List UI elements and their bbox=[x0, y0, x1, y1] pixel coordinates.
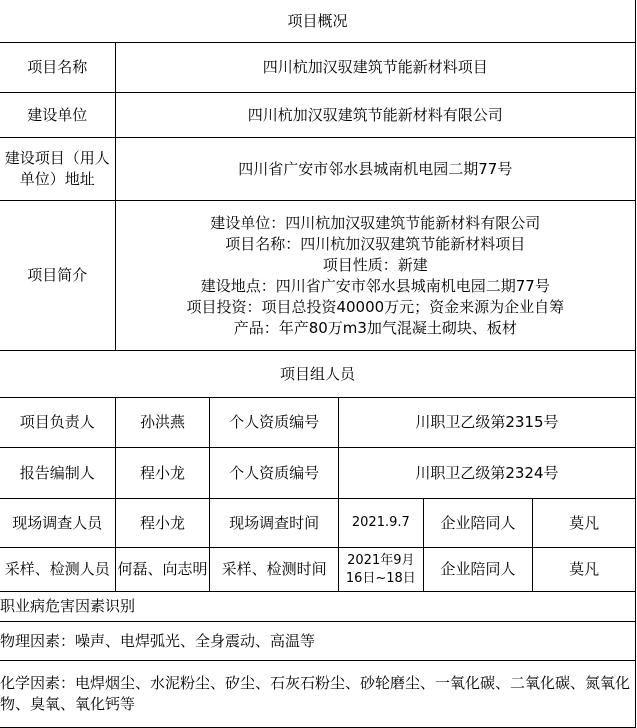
qualification-number: 川职卫乙级第2315号 bbox=[338, 398, 635, 448]
physical-factors: 物理因素：噪声、电焊弧光、全身震动、高温等 bbox=[0, 622, 636, 661]
survey-name: 程小龙 bbox=[115, 499, 210, 548]
companion-value: 莫凡 bbox=[533, 548, 636, 592]
overview-title: 项目概况 bbox=[0, 0, 636, 43]
staff-title: 项目组人员 bbox=[0, 351, 636, 398]
staff-role: 报告编制人 bbox=[0, 448, 115, 499]
project-address-value: 四川省广安市邻水县城南机电园二期77号 bbox=[115, 138, 635, 201]
hazard-title: 职业病危害因素识别 bbox=[0, 592, 636, 622]
companion-value: 莫凡 bbox=[533, 499, 636, 548]
sampling-role: 采样、检测人员 bbox=[0, 548, 115, 592]
intro-line: 项目名称：四川杭加汉驭建筑节能新材料项目 bbox=[225, 234, 526, 253]
sampling-time-label: 采样、检测时间 bbox=[210, 548, 339, 592]
intro-line: 建设地点：四川省广安市邻水县城南机电园二期77号 bbox=[200, 276, 550, 295]
qualification-label: 个人资质编号 bbox=[210, 398, 339, 448]
companion-label: 企业陪同人 bbox=[423, 548, 533, 592]
construction-unit-value: 四川杭加汉驭建筑节能新材料有限公司 bbox=[115, 93, 635, 138]
project-address-label: 建设项目（用人单位）地址 bbox=[0, 138, 115, 201]
companion-label: 企业陪同人 bbox=[423, 499, 533, 548]
project-name-label: 项目名称 bbox=[0, 43, 115, 93]
qualification-number: 川职卫乙级第2324号 bbox=[338, 448, 635, 499]
intro-line: 项目性质：新建 bbox=[322, 255, 428, 274]
staff-name: 孙洪燕 bbox=[115, 398, 210, 448]
survey-time-value: 2021.9.7 bbox=[338, 499, 423, 548]
survey-time-label: 现场调查时间 bbox=[210, 499, 339, 548]
intro-line: 项目投资：项目总投资40000万元；资金来源为企业自筹 bbox=[186, 297, 565, 316]
sampling-time-value: 2021年9月16日~18日 bbox=[338, 548, 423, 592]
intro-line: 产品：年产80万m3加气混凝土砌块、板材 bbox=[233, 318, 517, 337]
project-intro-content bbox=[115, 201, 635, 351]
survey-role: 现场调查人员 bbox=[0, 499, 115, 548]
construction-unit-label: 建设单位 bbox=[0, 93, 115, 138]
sampling-names: 何磊、向志明 bbox=[115, 548, 210, 592]
intro-line: 建设单位：四川杭加汉驭建筑节能新材料有限公司 bbox=[210, 213, 541, 232]
project-intro-label: 项目简介 bbox=[0, 201, 115, 351]
qualification-label: 个人资质编号 bbox=[210, 448, 339, 499]
project-name-value: 四川杭加汉驭建筑节能新材料项目 bbox=[115, 43, 635, 93]
chemical-factors: 化学因素：电焊烟尘、水泥粉尘、矽尘、石灰石粉尘、砂轮磨尘、一氧化碳、二氧化碳、氮氧化物、臭氧、氧化钙等 bbox=[0, 661, 636, 728]
staff-name: 程小龙 bbox=[115, 448, 210, 499]
staff-role: 项目负责人 bbox=[0, 398, 115, 448]
